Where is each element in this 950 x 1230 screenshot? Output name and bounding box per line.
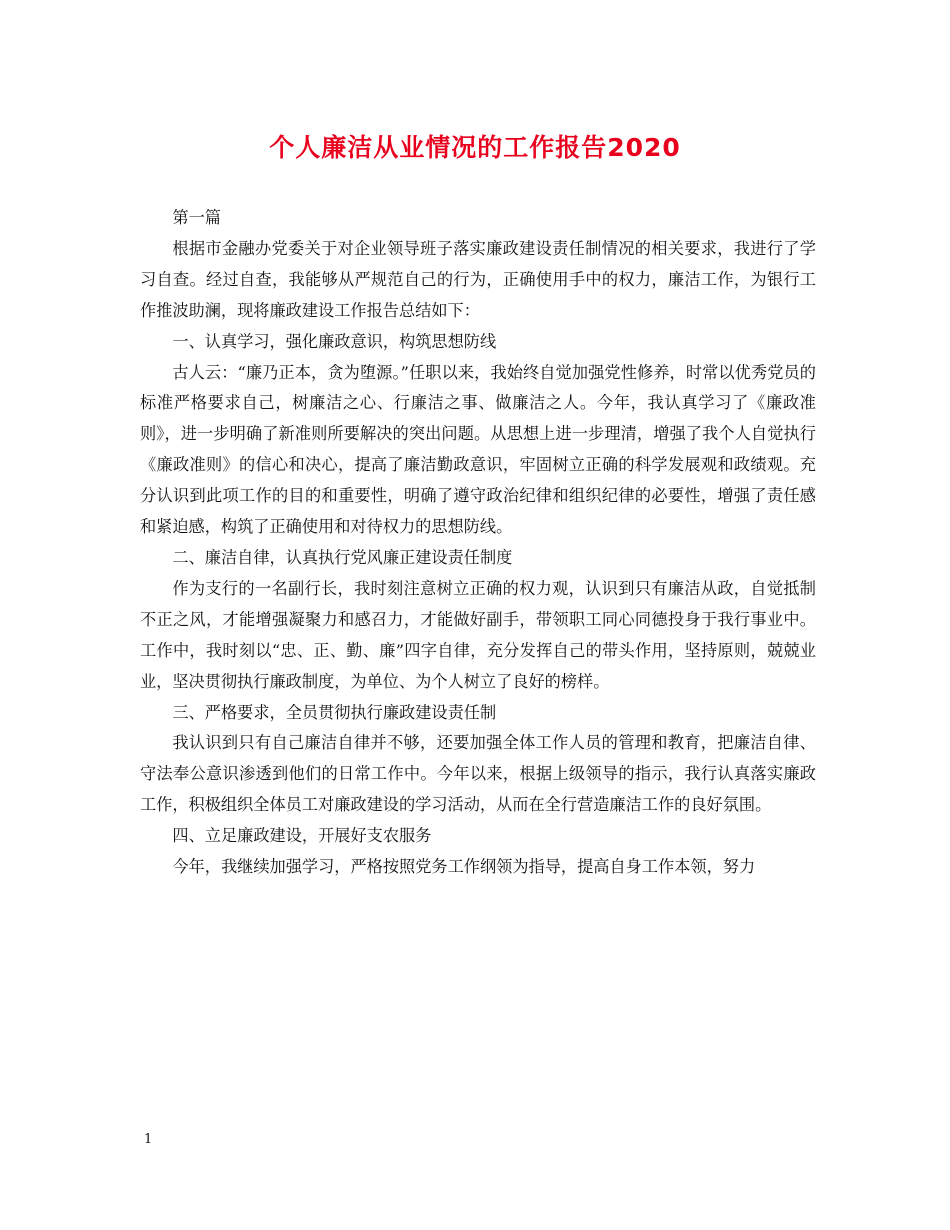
paragraph: 古人云：“廉乃正本，贪为堕源。”任职以来，我始终自觉加强党性修养，时常以优秀党员的标准严格要求自己，树廉洁之心、行廉洁之事、做廉洁之人。今年，我认真学习了《廉政准则》，进一步明确了新准则所要解决的突出问题。从思想上进一步理清，增强了我个人自觉执行《廉政准则》的信心和决心，提高了廉洁勤政意识，牢固树立正确的科学发展观和政绩观。充分认识到此项工作的目的和重要性，明确了遵守政治纪律和组织纪律的必要性，增强了责任感和紧迫感，构筑了正确使用和对待权力的思想防线。 (140, 362, 816, 537)
section-heading: 二、廉洁自律，认真执行党风廉正建设责任制度 (172, 547, 513, 567)
page-number: 1 (144, 1132, 153, 1147)
section-heading: 四、立足廉政建设，开展好支农服务 (172, 826, 432, 846)
document-body (140, 203, 816, 883)
paragraph: 根据市金融办党委关于对企业领导班子落实廉政建设责任制情况的相关要求，我进行了学习自查。经过自查，我能够从严规范自己的行为，正确使用手中的权力，廉洁工作，为银行工作推波助澜，现将廉政建设工作报告总结如下： (140, 238, 816, 320)
document-title: 个人廉洁从业情况的工作报告2020 (269, 133, 681, 162)
paragraph: 我认识到只有自己廉洁自律并不够，还要加强全体工作人员的管理和教育，把廉洁自律、守法奉公意识渗透到他们的日常工作中。今年以来，根据上级领导的指示，我行认真落实廉政工作，积极组织全体员工对廉政建设的学习活动，从而在全行营造廉洁工作的良好氛围。 (140, 733, 816, 815)
section-heading: 一、认真学习，强化廉政意识，构筑思想防线 (172, 331, 497, 351)
section-label: 第一篇 (172, 208, 221, 227)
section-heading: 三、严格要求，全员贯彻执行廉政建设责任制 (172, 702, 497, 722)
paragraph: 今年，我继续加强学习，严格按照党务工作纲领为指导，提高自身工作本领，努力 (172, 857, 756, 877)
paragraph: 作为支行的一名副行长，我时刻注意树立正确的权力观，认识到只有廉洁从政，自觉抵制不正之风，才能增强凝聚力和感召力，才能做好副手，带领职工同心同德投身于我行事业中。工作中，我时刻以“忠、正、勤、廉”四字自律，充分发挥自己的带头作用，坚持原则，兢兢业业，坚决贯彻执行廉政制度，为单位、为个人树立了良好的榜样。 (140, 578, 816, 691)
